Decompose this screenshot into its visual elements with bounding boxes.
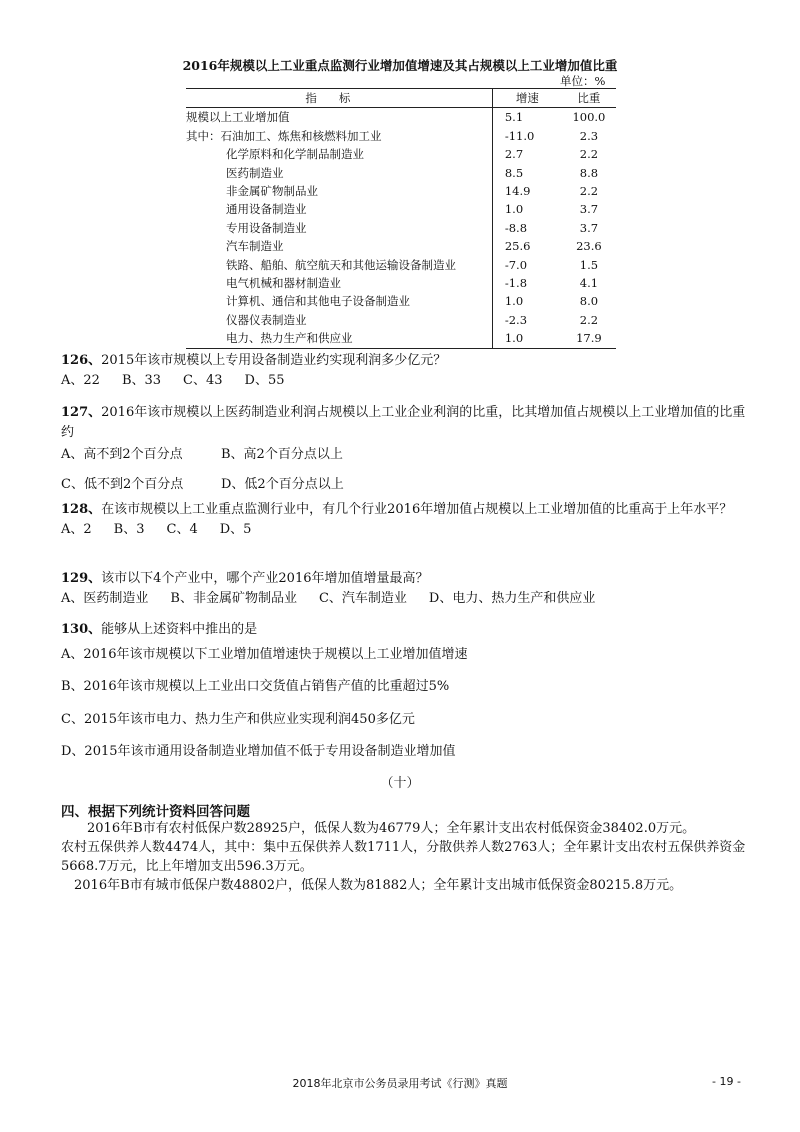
question-stem [61, 569, 751, 589]
row-share: 2.3 [579, 128, 599, 143]
question-text: 该市以下4个产业中，哪个产业2016年增加值增量最高？ [101, 571, 429, 586]
question-stem [61, 351, 751, 371]
option-c[interactable]: C、汽车制造业 [318, 591, 407, 606]
footer-title: 2018年北京市公务员录用考试《行测》真题 [292, 1077, 508, 1090]
row-growth: 25.6 [492, 237, 562, 255]
row-share: 8.8 [579, 165, 599, 180]
paragraph-2: 农村五保供养人数4474人，其中：集中五保供养人数1711人，分散供养人数2763人；全年累计支出农村五保供养资金5668.7万元，比上年增加支出596.3万元。 [61, 840, 746, 874]
row-share: 2.2 [579, 184, 599, 199]
row-name: 电气机械和器材制造业 [226, 276, 341, 291]
question-number: 130、 [61, 622, 102, 637]
question-number: 126、 [61, 353, 102, 368]
question-stem [61, 500, 751, 520]
row-name: 非金属矿物制品业 [226, 184, 318, 199]
question-126 [61, 351, 751, 391]
row-name: 化学原料和化学制品制造业 [226, 147, 364, 162]
question-130 [61, 620, 751, 640]
question-129 [61, 569, 751, 609]
row-name: 计算机、通信和其他电子设备制造业 [226, 294, 410, 309]
question-127 [61, 403, 751, 443]
row-name: 电力、热力生产和供应业 [186, 329, 492, 348]
industry-table [186, 88, 616, 349]
options [61, 520, 751, 540]
row-name: 专用设备制造业 [226, 220, 307, 235]
header-growth: 增速 [492, 89, 562, 108]
row-share: 2.2 [579, 312, 599, 327]
table-header-row [186, 89, 616, 108]
row-name: 规模以上工业增加值 [186, 110, 290, 125]
question-128 [61, 500, 751, 540]
table-row [186, 127, 616, 145]
option-d[interactable]: D、电力、热力生产和供应业 [428, 591, 596, 606]
option-a[interactable]: A、22 [61, 373, 100, 388]
row-growth: -2.3 [492, 311, 562, 329]
row-name: 通用设备制造业 [226, 202, 307, 217]
row-share: 8.0 [579, 294, 599, 309]
row-growth: 1.0 [492, 200, 562, 218]
question-number: 128、 [61, 502, 102, 517]
row-name: 医药制造业 [226, 165, 284, 180]
row-name: 铁路、船舶、航空航天和其他运输设备制造业 [226, 257, 456, 272]
table-row [186, 200, 616, 218]
question-text: 2016年该市规模以上医药制造业利润占规模以上工业企业利润的比重，比其增加值占规模以上工业增加值的比重约 [61, 405, 746, 440]
option-a[interactable]: A、2 [61, 522, 92, 537]
option-d[interactable]: D、55 [244, 373, 285, 388]
section-mark: （十） [380, 776, 420, 791]
table-unit: 单位：% [560, 74, 606, 88]
paragraph-3: 2016年B市有城市低保户数48802户，低保人数为81882人；全年累计支出城市低保资金80215.8万元。 [74, 878, 683, 893]
section-title: 四、根据下列统计资料回答问题 [61, 804, 250, 820]
row-growth: 1.0 [492, 329, 562, 348]
row-share: 1.5 [579, 257, 599, 272]
option-a[interactable]: A、2016年该市规模以下工业增加值增速快于规模以上工业增加值增速 [61, 647, 468, 662]
option-d[interactable]: D、5 [219, 522, 252, 537]
row-share: 23.6 [576, 239, 602, 254]
option-d[interactable]: D、2015年该市通用设备制造业增加值不低于专用设备制造业增加值 [61, 744, 456, 759]
question-stem [61, 403, 751, 443]
row-growth: 5.1 [492, 108, 562, 127]
question-text: 在该市规模以上工业重点监测行业中，有几个行业2016年增加值占规模以上工业增加值的比重高于上年水平？ [101, 502, 733, 517]
option-b[interactable]: B、33 [121, 373, 162, 388]
table-row [186, 311, 616, 329]
table-row [186, 329, 616, 348]
option-a[interactable]: A、高不到2个百分点 [61, 447, 183, 462]
row-name: 汽车制造业 [226, 239, 284, 254]
table-row [186, 108, 616, 127]
header-share: 比重 [562, 89, 616, 108]
table-row [186, 274, 616, 292]
row-growth: 2.7 [492, 145, 562, 163]
options [61, 371, 751, 391]
question-number: 127、 [61, 405, 102, 420]
row-growth: 14.9 [492, 182, 562, 200]
question-stem [61, 620, 751, 640]
row-share: 2.2 [579, 147, 599, 162]
option-c[interactable]: C、4 [166, 522, 198, 537]
row-growth: -8.8 [492, 219, 562, 237]
options-row-1 [61, 443, 761, 462]
row-growth: -1.8 [492, 274, 562, 292]
row-growth: 1.0 [492, 292, 562, 310]
table-title: 2016年规模以上工业重点监测行业增加值增速及其占规模以上工业增加值比重 [182, 58, 618, 73]
page-number: - 19 - [712, 1075, 741, 1088]
option-b[interactable]: B、2016年该市规模以上工业出口交货值占销售产值的比重超过5% [61, 679, 450, 694]
options [61, 589, 751, 609]
row-share: 3.7 [579, 202, 599, 217]
option-b[interactable]: B、非金属矿物制品业 [170, 591, 297, 606]
row-share: 3.7 [579, 220, 599, 235]
table-row [186, 164, 616, 182]
question-number: 129、 [61, 571, 102, 586]
question-text: 能够从上述资料中推出的是 [101, 622, 258, 637]
row-name: 仪器仪表制造业 [226, 312, 307, 327]
option-b[interactable]: B、高2个百分点以上 [221, 447, 343, 462]
question-text: 2015年该市规模以上专用设备制造业约实现利润多少亿元？ [101, 353, 447, 368]
row-growth: -7.0 [492, 256, 562, 274]
table-row [186, 182, 616, 200]
option-a[interactable]: A、医药制造业 [61, 591, 149, 606]
header-indicator: 指标 [186, 89, 492, 108]
row-growth: -11.0 [492, 127, 562, 145]
table-row [186, 292, 616, 310]
row-name: 其中：石油加工、炼焦和核燃料加工业 [186, 128, 382, 143]
option-d[interactable]: D、低2个百分点以上 [221, 477, 344, 492]
row-growth: 8.5 [492, 164, 562, 182]
table-row [186, 145, 616, 163]
option-c[interactable]: C、2015年该市电力、热力生产和供应业实现利润450多亿元 [61, 712, 415, 727]
row-share: 100.0 [572, 110, 606, 125]
paragraph-1: 2016年B市有农村低保户数28925户，低保人数为46779人；全年累计支出农村低保资金38402.0万元。 [87, 821, 696, 836]
option-b[interactable]: B、3 [113, 522, 145, 537]
table-row [186, 256, 616, 274]
table-row [186, 219, 616, 237]
table-row [186, 237, 616, 255]
option-c[interactable]: C、43 [183, 373, 223, 388]
row-share: 17.9 [562, 329, 616, 348]
options-row-2 [61, 473, 761, 492]
option-c[interactable]: C、低不到2个百分点 [61, 477, 184, 492]
row-share: 4.1 [579, 276, 599, 291]
